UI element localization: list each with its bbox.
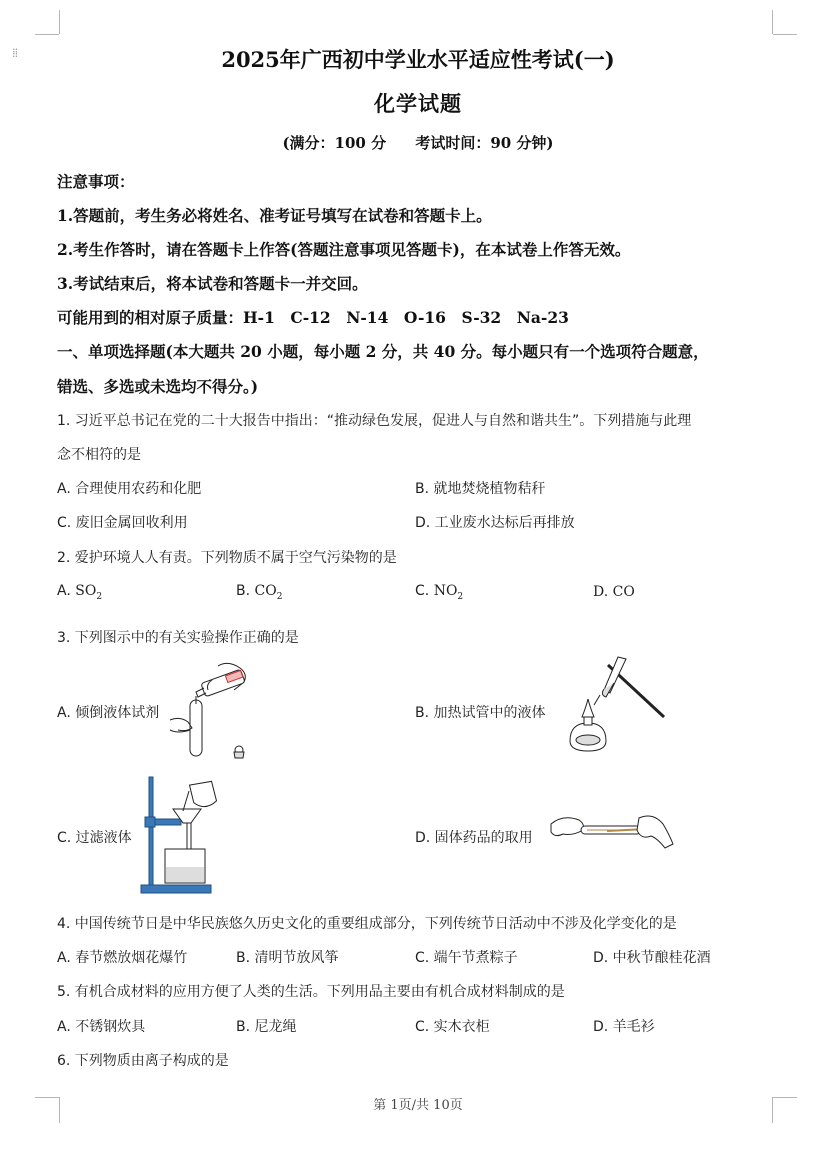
q2-option-c-label: C. <box>415 583 430 599</box>
q2-option-c-formula <box>433 583 464 602</box>
subject-title: 化学试题 <box>374 91 462 116</box>
q1-option-b: B. 就地焚烧植物秸秆 <box>415 481 546 497</box>
q1-stem-line2: 念不相符的是 <box>57 447 141 463</box>
section1-header-line2: 错选、多选或未选均不得分。) <box>57 377 259 396</box>
q5-option-b: B. 尼龙绳 <box>236 1019 297 1035</box>
exam-time: 考试时间：90 分钟) <box>415 134 554 152</box>
formula-subscript: 2 <box>96 591 103 602</box>
note-2: 2.考生作答时，请在答题卡上作答(答题注意事项见答题卡)，在本试卷上作答无效。 <box>57 240 631 259</box>
q2-option-b-label: B. <box>236 583 251 599</box>
q2-option-b-formula <box>254 583 283 602</box>
q3-option-a: A. 倾倒液体试剂 <box>57 705 160 721</box>
note-3: 3.考试结束后，将本试卷和答题卡一并交回。 <box>57 274 368 293</box>
pouring-liquid-illustration <box>168 660 252 764</box>
exam-meta <box>0 132 836 153</box>
section1-header-line1: 一、单项选择题(本大题共 20 小题，每小题 2 分，共 40 分。每小题只有一个选项符合题意， <box>57 342 709 361</box>
crop-mark-top-left-h <box>35 34 59 35</box>
q3-option-b: B. 加热试管中的液体 <box>415 705 546 721</box>
filtration-illustration <box>137 775 227 895</box>
q3-option-c: C. 过滤液体 <box>57 830 132 846</box>
q5-stem: 5. 有机合成材料的应用方便了人类的生活。下列用品主要由有机合成材料制成的是 <box>57 984 565 1000</box>
exam-title: 2025年广西初中学业水平适应性考试(一) <box>221 47 615 72</box>
crop-mark-top-right-v <box>772 10 773 34</box>
q2-option-a-label: A. <box>57 583 71 599</box>
q2-option-c <box>415 583 463 602</box>
q1-option-a: A. 合理使用农药和化肥 <box>57 481 202 497</box>
q2-option-a-formula <box>75 583 103 602</box>
q5-option-d: D. 羊毛衫 <box>593 1019 655 1035</box>
q5-option-c: C. 实木衣柜 <box>415 1019 490 1035</box>
q4-option-c: C. 端午节煮粽子 <box>415 950 518 966</box>
q2-option-b <box>236 583 282 602</box>
q6-stem: 6. 下列物质由离子构成的是 <box>57 1053 229 1069</box>
atomic-masses: 可能用到的相对原子质量：H-1 C-12 N-14 O-16 S-32 Na-23 <box>57 308 569 327</box>
q1-stem-line1: 1. 习近平总书记在党的二十大报告中指出：“推动绿色发展，促进人与自然和谐共生”。下列措施与此理 <box>57 413 692 429</box>
full-score: (满分：100 分 <box>282 134 387 152</box>
q2-option-d: D. CO <box>593 584 635 600</box>
formula-subscript: 2 <box>276 591 283 602</box>
heating-tube-illustration <box>560 655 672 770</box>
q2-stem: 2. 爱护环境人人有责。下列物质不属于空气污染物的是 <box>57 550 397 566</box>
drag-handle-icon[interactable]: ⁞⁞ <box>12 46 18 61</box>
q2-option-a <box>57 583 102 602</box>
q5-option-a: A. 不锈钢炊具 <box>57 1019 146 1035</box>
q4-stem: 4. 中国传统节日是中华民族悠久历史文化的重要组成部分，下列传统节日活动中不涉及化学变化的是 <box>57 916 677 932</box>
formula-subscript: 2 <box>457 591 464 602</box>
crop-mark-top-left-v <box>59 10 60 34</box>
formula-main: NO <box>433 583 458 599</box>
q3-option-d: D. 固体药品的取用 <box>415 830 533 846</box>
q4-option-a: A. 春节燃放烟花爆竹 <box>57 950 188 966</box>
q4-option-b: B. 清明节放风筝 <box>236 950 339 966</box>
q3-stem: 3. 下列图示中的有关实验操作正确的是 <box>57 630 299 646</box>
page-number: 第 1页/共 10页 <box>373 1098 463 1113</box>
q4-option-d: D. 中秋节酿桂花酒 <box>593 950 711 966</box>
solid-reagent-illustration <box>547 810 674 860</box>
formula-main: CO <box>254 583 277 599</box>
note-1: 1.答题前，考生务必将姓名、准考证号填写在试卷和答题卡上。 <box>57 206 492 225</box>
formula-main: SO <box>75 583 97 599</box>
notes-heading: 注意事项： <box>57 172 135 191</box>
q1-option-c: C. 废旧金属回收利用 <box>57 515 188 531</box>
q1-option-d: D. 工业废水达标后再排放 <box>415 515 575 531</box>
crop-mark-top-right-h <box>773 34 797 35</box>
